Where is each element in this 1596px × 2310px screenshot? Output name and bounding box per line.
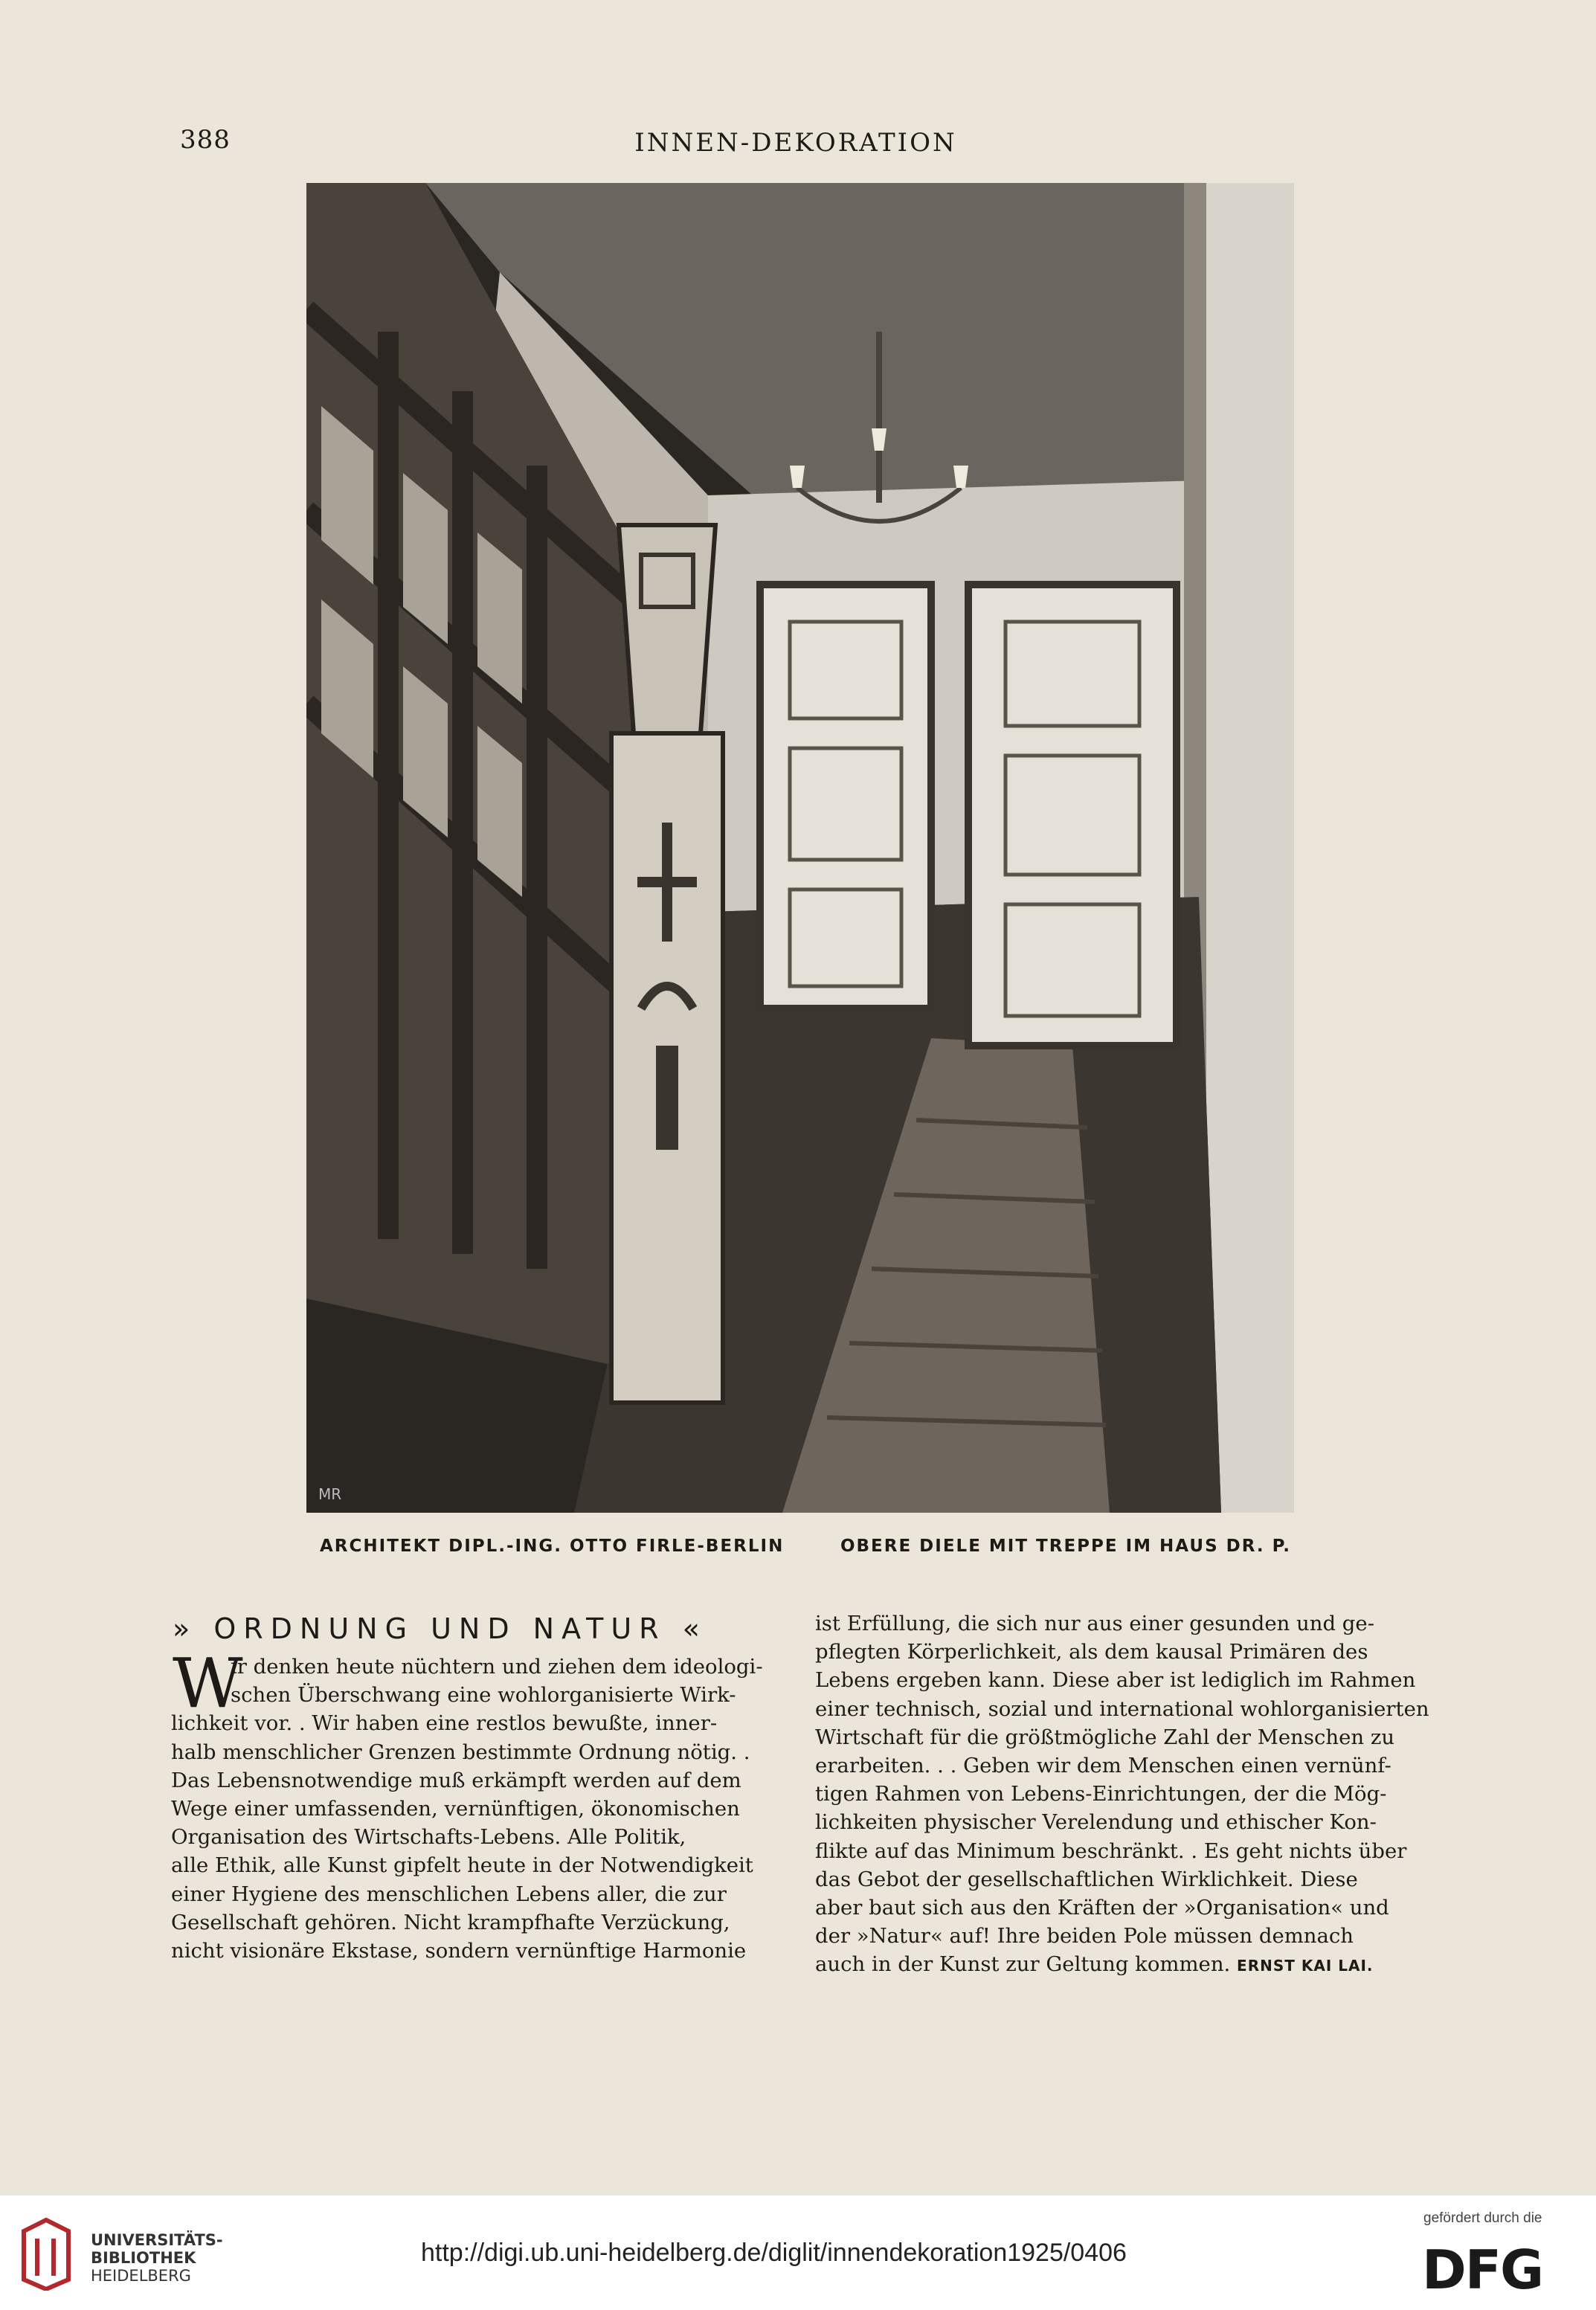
hallway-photograph bbox=[306, 183, 1294, 1513]
text-line: der »Natur« auf! Ihre beiden Pole müssen demnach bbox=[815, 1924, 1354, 1949]
staircase-hall-image bbox=[306, 183, 1294, 1513]
text-line: tigen Rahmen von Lebens-Einrichtungen, der die Mög- bbox=[815, 1782, 1387, 1807]
text-line: ist Erfüllung, die sich nur aus einer gesunden und ge- bbox=[815, 1612, 1374, 1635]
library-name bbox=[91, 2231, 223, 2285]
text-line: das Gebot der gesellschaftlichen Wirklichkeit. Diese bbox=[815, 1867, 1358, 1891]
caption-architect: ARCHITEKT DIPL.-ING. OTTO FIRLE-BERLIN bbox=[320, 1537, 785, 1556]
running-head: INNEN-DEKORATION bbox=[634, 128, 957, 158]
text-line: einer Hygiene des menschlichen Lebens aller, die zur bbox=[171, 1882, 727, 1906]
text-line: lichkeit vor. . Wir haben eine restlos bewußte, inner- bbox=[171, 1711, 718, 1736]
text-line: Lebens ergeben kann. Diese aber ist lediglich im Rahmen bbox=[815, 1668, 1416, 1693]
drop-cap: W bbox=[173, 1644, 243, 1723]
text-line: alle Ethik, alle Kunst gipfelt heute in der Notwendigkeit bbox=[171, 1853, 753, 1878]
text-line: einer technisch, sozial und international wohlorganisierten bbox=[815, 1696, 1429, 1721]
text-line: Organisation des Wirtschafts-Lebens. Alle Politik, bbox=[171, 1825, 686, 1850]
text-line-content: auch in der Kunst zur Geltung kommen. bbox=[815, 1952, 1231, 1977]
university-library-logo-icon bbox=[16, 2216, 76, 2291]
text-line: pflegten Körperlichkeit, als dem kausal Primären des bbox=[815, 1640, 1368, 1664]
text-line: lichkeiten physischer Verelendung und ethischer Kon- bbox=[815, 1810, 1377, 1835]
text-line: aber baut sich aus den Kräften der »Organisation« und bbox=[815, 1895, 1389, 1920]
text-line: Das Lebensnotwendige muß erkämpft werden auf dem bbox=[171, 1768, 741, 1792]
article-title: » ORDNUNG UND NATUR « bbox=[173, 1612, 707, 1645]
library-line-1: UNIVERSITÄTS- bbox=[91, 2231, 223, 2249]
article-column-right bbox=[815, 1609, 1434, 1978]
text-line: halb menschlicher Grenzen bestimmte Ordnung nötig. . bbox=[171, 1740, 750, 1764]
dfg-logo: DFG bbox=[1422, 2239, 1543, 2301]
author-signature: ERNST KAI LAI. bbox=[1237, 1957, 1374, 1975]
funded-by-label: gefördert durch die bbox=[1423, 2210, 1542, 2226]
photographer-monogram: MR bbox=[318, 1485, 342, 1503]
text-line: Wirtschaft für die größtmögliche Zahl der Menschen zu bbox=[815, 1725, 1395, 1749]
text-line: erarbeiten. . . Geben wir dem Menschen einen vernünf- bbox=[815, 1753, 1391, 1777]
page-number: 388 bbox=[180, 125, 231, 155]
text-line: nicht visionäre Ekstase, sondern vernünftige Harmonie bbox=[171, 1938, 747, 1963]
article-column-left bbox=[171, 1653, 790, 1965]
text-line: ir denken heute nüchtern und ziehen dem ideologi- bbox=[231, 1655, 763, 1679]
text-line: Wege einer umfassenden, vernünftigen, ökonomischen bbox=[171, 1796, 740, 1821]
text-line-last bbox=[815, 1950, 1434, 1978]
library-line-2: BIBLIOTHEK bbox=[91, 2249, 196, 2267]
text-line: schen Überschwang eine wohlorganisierte Wirk- bbox=[231, 1683, 736, 1708]
text-line: Gesellschaft gehören. Nicht krampfhafte Verzückung, bbox=[171, 1910, 730, 1934]
text-line: flikte auf das Minimum beschränkt. . Es geht nichts über bbox=[815, 1838, 1407, 1863]
library-line-3: HEIDELBERG bbox=[91, 2267, 191, 2285]
permalink-url[interactable]: http://digi.ub.uni-heidelberg.de/diglit/innendekoration1925/0406 bbox=[421, 2239, 1127, 2267]
caption-title: OBERE DIELE MIT TREPPE IM HAUS DR. P. bbox=[840, 1537, 1291, 1556]
